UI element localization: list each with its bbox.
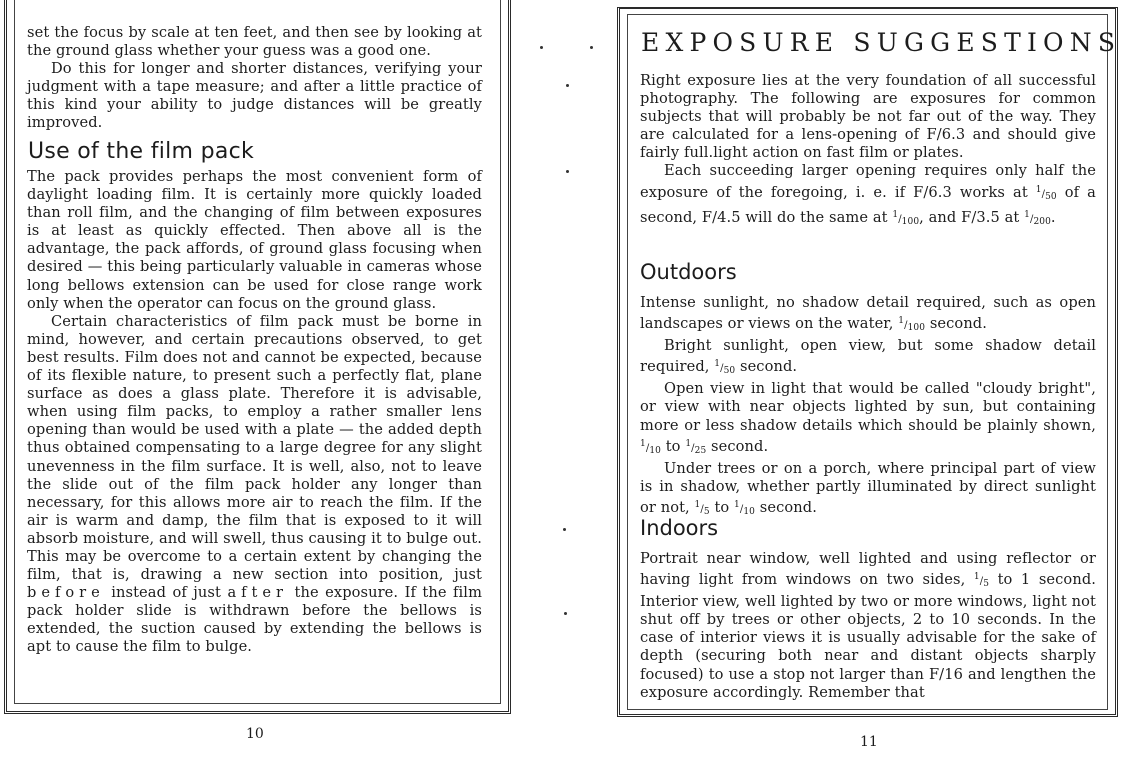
left-intro-paragraph: Do this for longer and shorter distances, verifying your judgment with a tape measure; and after a little practice of this kind your ability to judge distances will be greatly improved.: [27, 60, 482, 132]
out-p2-part-b: second.: [739, 358, 798, 376]
film-pack-p2-part-c: the exposure. If the film pack holder slide is withdrawn before the bellows is extended, the suction caused by extending the bellows is apt to cause the film to bulge.: [27, 584, 483, 656]
outdoors-paragraph-4: [640, 460, 1096, 521]
fraction-1-100: $^1/_{100}$: [892, 209, 920, 227]
outdoors-paragraph-1: [640, 294, 1096, 337]
fraction-denominator: 50: [1045, 191, 1057, 202]
emphasis-before: before: [27, 584, 105, 602]
fraction-numerator: 1: [1035, 184, 1042, 195]
film-pack-paragraph-1: The pack provides perhaps the most convenient form of daylight loading film. It is certainly more quickly loaded than roll film, and the changing of film between exposures is at least as quickly effected. Then above all is the advantage, the pack affords, of ground glass focusing when desired — this being particularly valuable in cameras whose long bellows extension can be used for close range work only when the operator can focus on the ground glass.: [27, 168, 482, 312]
indoors-paragraph: [640, 550, 1096, 702]
gutter-speck: [563, 528, 566, 531]
film-pack-p2-part-a: Certain characteristics of film pack must be borne in mind, however, and certain precautions observed, to get best results. Film does not and cannot be expected, because of its flexible nature, to present such a perfectly flat, plane surface as does a glass plate. Therefore it is advisable, when using film packs, to employ a rather smaller lens opening than would be used with a plate — the added depth thus obtained compensating to a large degree for any slight unevenness in the film surface. It is well, also, not to leave the slide out of the film pack holder any longer than necessary, for this allows more air to reach the film. If the air is warm and damp, the film that is exposed to it will absorb moisture, and will swell, thus causing it to bulge out. This may be overcome to a certain extent by changing the film, that is, drawing a new section into position, just: [27, 312, 482, 584]
fraction-1-25: $^1/_{25}$: [685, 438, 707, 456]
film-pack-p2-part-b: instead of just: [111, 584, 221, 602]
fraction-numerator: 1: [734, 499, 740, 510]
fraction-denominator: 100: [907, 323, 926, 334]
fraction-numerator: 1: [685, 438, 692, 449]
out-p3-to: to: [665, 437, 681, 455]
fraction-numerator: 1: [1024, 209, 1030, 220]
exposure-intro-paragraph-2: [640, 162, 1096, 230]
left-page-number: 10: [246, 726, 264, 742]
left-intro-line: set the focus by scale at ten feet, and then see by looking at the ground glass whether your guess was a good one.: [27, 24, 482, 60]
film-pack-heading: Use of the film pack: [28, 139, 255, 164]
outdoors-body: [640, 294, 1096, 521]
intro2-part-d: .: [1050, 208, 1056, 226]
fraction-1-50: $^1/_{50}$: [714, 359, 736, 377]
fraction-numerator: 1: [714, 359, 721, 370]
intro2-part-c: , and F/3.5 at: [919, 208, 1020, 226]
fraction-denominator: 5: [703, 506, 710, 517]
right-page-number: 11: [860, 734, 878, 750]
exposure-intro-text: [640, 72, 1096, 231]
gutter-speck: [590, 46, 593, 49]
intro2-part-b: of a second, F/4.5 will do the same at: [640, 183, 1096, 226]
in-p1-part-b: to 1 second. Interior view, well lighted by two or more windows, light not shut off by trees or other objects, 2 to 10 seconds. In the case of interior views it is usually advisable for the sake of depth (securing both near and distant objects sharply focused) to use a stop not larger than F/16 and lengthen the exposure accordingly. Remember that: [640, 571, 1096, 701]
fraction-numerator: 1: [898, 316, 905, 327]
fraction-numerator: 1: [973, 572, 980, 583]
out-p1-part-a: Intense sunlight, no shadow detail required, such as open landscapes or views on the water,: [640, 294, 1096, 333]
fraction-1-10: $^1/_{10}$: [734, 499, 756, 517]
exposure-suggestions-title: EXPOSURE SUGGESTIONS: [641, 28, 1122, 57]
fraction-1-50: $^1/_{50}$: [1035, 184, 1057, 202]
out-p3-part-b: second.: [711, 437, 769, 455]
out-p4-to: to: [714, 498, 730, 516]
fraction-1-5: $^1/_5$: [973, 572, 990, 590]
film-pack-body: [27, 168, 482, 657]
out-p1-part-b: second.: [929, 315, 987, 333]
in-p1-part-a: Portrait near window, well lighted and using reflector or having light from windows on two sides,: [640, 550, 1096, 589]
out-p2-part-a: Bright sunlight, open view, but some shadow detail required,: [640, 337, 1096, 376]
fraction-1-5: $^1/_5$: [694, 499, 710, 517]
indoors-heading: Indoors: [640, 516, 719, 540]
out-p4-part-a: Under trees or on a porch, where principal part of view is in shadow, whether partly illuminated by direct sunlight or not,: [640, 459, 1096, 516]
fraction-1-10: $^1/_{10}$: [640, 438, 661, 456]
fraction-1-200: $^1/_{200}$: [1024, 209, 1051, 227]
exposure-intro-paragraph: Right exposure lies at the very foundation of all successful photography. The following are exposures for common subjects that will probably be not far out of the way. They are calculated for a lens-opening of F/6.3 and should give fairly full.light action on fast film or plates.: [640, 72, 1096, 162]
fraction-denominator: 10: [743, 506, 756, 517]
outdoors-heading: Outdoors: [640, 260, 737, 284]
indoors-body: [640, 550, 1096, 702]
film-pack-paragraph-2: [27, 313, 482, 657]
out-p3-part-a: Open view in light that would be called "cloudy bright", or view with near objects lighted by sun, but containing more or less shadow details which should be plainly shown,: [640, 380, 1096, 434]
fraction-denominator: 50: [723, 366, 736, 377]
fraction-denominator: 100: [901, 216, 920, 227]
outdoors-paragraph-3: [640, 380, 1096, 459]
intro2-part-a: Each succeeding larger opening requires only half the exposure of the foregoing, i. e. if F/6.3 works at: [640, 162, 1096, 201]
gutter-speck: [566, 170, 569, 173]
fraction-denominator: 25: [694, 445, 707, 456]
fraction-denominator: 5: [983, 579, 990, 590]
gutter-speck: [566, 84, 569, 87]
gutter-speck: [564, 612, 567, 615]
fraction-numerator: 1: [892, 209, 899, 220]
emphasis-after: after: [227, 584, 289, 602]
fraction-denominator: 10: [649, 445, 661, 456]
out-p4-part-b: second.: [759, 498, 817, 516]
left-intro-text: [27, 24, 482, 133]
gutter-speck: [540, 46, 543, 49]
fraction-denominator: 200: [1033, 216, 1051, 227]
fraction-1-100: $^1/_{100}$: [898, 316, 926, 334]
fraction-numerator: 1: [694, 499, 701, 510]
outdoors-paragraph-2: [640, 337, 1096, 380]
fraction-numerator: 1: [640, 438, 646, 449]
